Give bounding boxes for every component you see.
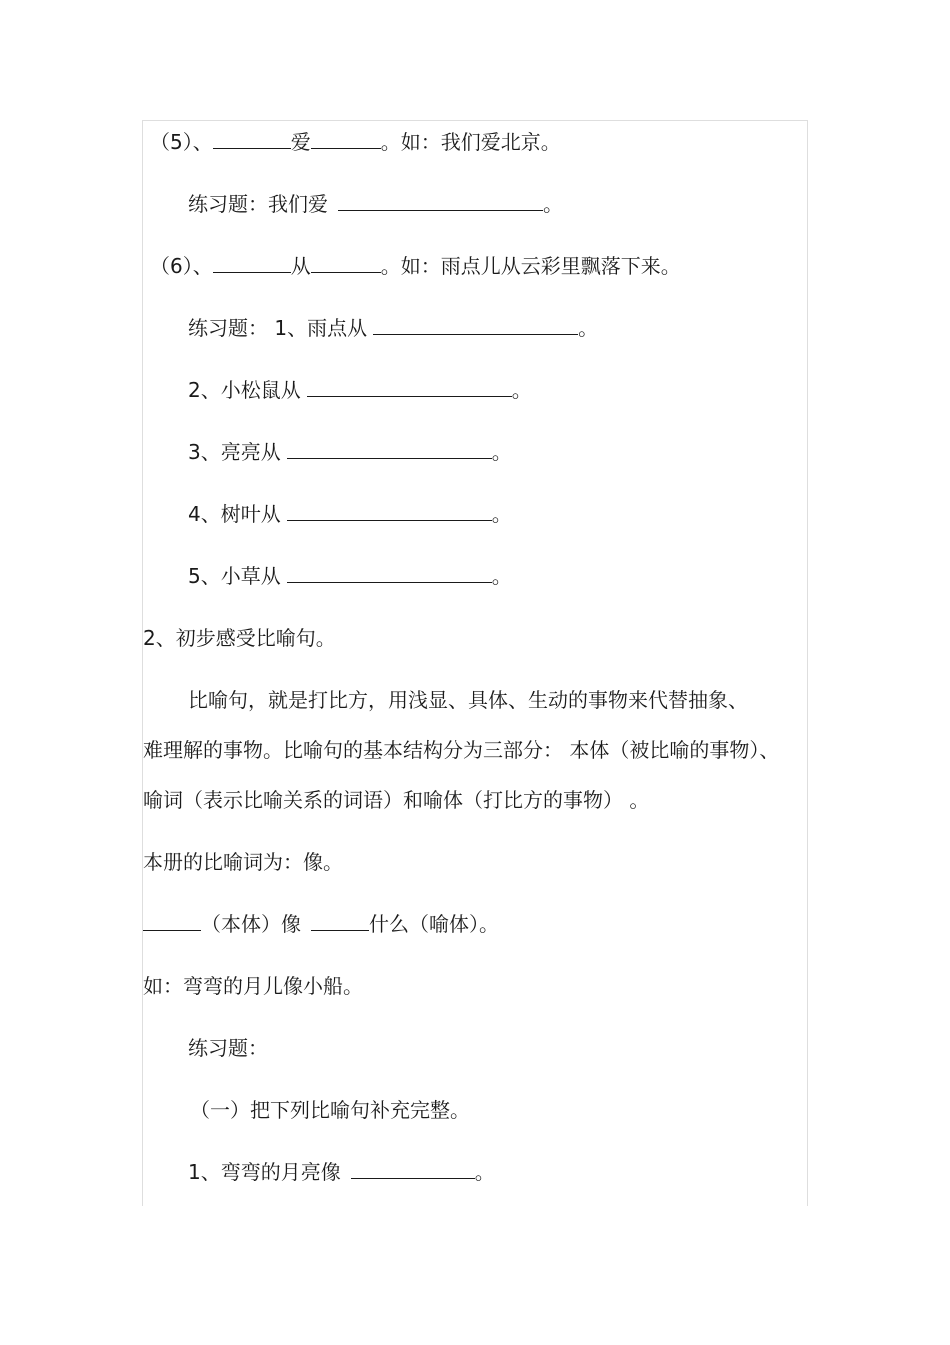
paragraph-line: 喻词（表示比喻关系的词语）和喻体（打比方的事物） 。: [143, 788, 650, 812]
exercise-line: [188, 502, 512, 526]
period: 。: [491, 440, 512, 464]
exercise-prompt: 3、亮亮从: [188, 440, 281, 464]
blank-field[interactable]: [311, 130, 381, 149]
blank-field[interactable]: [311, 912, 369, 931]
exercise-line: [188, 192, 563, 216]
blank-field[interactable]: [143, 912, 201, 931]
section-heading: 2、初步感受比喻句。: [143, 626, 336, 650]
exercise-prompt: 4、树叶从: [188, 502, 281, 526]
pattern-5-label: （5）、: [150, 130, 213, 154]
structure-middle: （本体）像: [201, 912, 301, 936]
period: 。: [491, 502, 512, 526]
exercise-prompt: 1、弯弯的月亮像: [188, 1160, 341, 1184]
answer-blank[interactable]: [307, 378, 512, 397]
pattern-6-label: （6）、: [150, 254, 213, 278]
subsection-heading: （一）把下列比喻句补充完整。: [190, 1098, 470, 1122]
answer-blank[interactable]: [287, 502, 492, 521]
exercise-line: [188, 316, 598, 340]
pattern-6-verb: 从: [290, 254, 311, 278]
exercise-prompt: 2、小松鼠从: [188, 378, 301, 402]
pattern-6-line: [150, 254, 681, 278]
simile-structure-line: [143, 912, 499, 936]
blank-field[interactable]: [311, 254, 381, 273]
period: 。: [543, 192, 563, 216]
period: 。: [474, 1160, 495, 1184]
exercise-prompt: 练习题： 1、雨点从: [188, 316, 368, 340]
simile-word-note: 本册的比喻词为：像。: [143, 850, 343, 874]
exercise-heading: 练习题：: [188, 1036, 268, 1060]
paragraph-line: 比喻句，就是打比方，用浅显、具体、生动的事物来代替抽象、: [188, 688, 748, 712]
exercise-line: [188, 1160, 495, 1184]
exercise-line: [188, 564, 512, 588]
example-line: 如：弯弯的月儿像小船。: [143, 974, 363, 998]
blank-field[interactable]: [213, 130, 291, 149]
period: 。: [491, 564, 512, 588]
answer-blank[interactable]: [373, 316, 578, 335]
pattern-5-verb: 爱: [290, 130, 311, 154]
pattern-6-example: 。如：雨点儿从云彩里飘落下来。: [380, 254, 681, 278]
exercise-prompt: 练习题：我们爱: [188, 192, 328, 216]
blank-field[interactable]: [213, 254, 291, 273]
answer-blank[interactable]: [338, 192, 543, 211]
structure-end: 什么（喻体）。: [369, 912, 499, 936]
paragraph-line: 难理解的事物。比喻句的基本结构分为三部分： 本体（被比喻的事物）、: [143, 738, 780, 762]
answer-blank[interactable]: [287, 440, 492, 459]
exercise-prompt: 5、小草从: [188, 564, 281, 588]
exercise-line: [188, 378, 532, 402]
period: 。: [511, 378, 532, 402]
exercise-line: [188, 440, 512, 464]
pattern-5-example: 。如：我们爱北京。: [380, 130, 561, 154]
pattern-5-line: [150, 130, 561, 154]
answer-blank[interactable]: [351, 1160, 475, 1179]
answer-blank[interactable]: [287, 564, 492, 583]
period: 。: [578, 316, 599, 340]
